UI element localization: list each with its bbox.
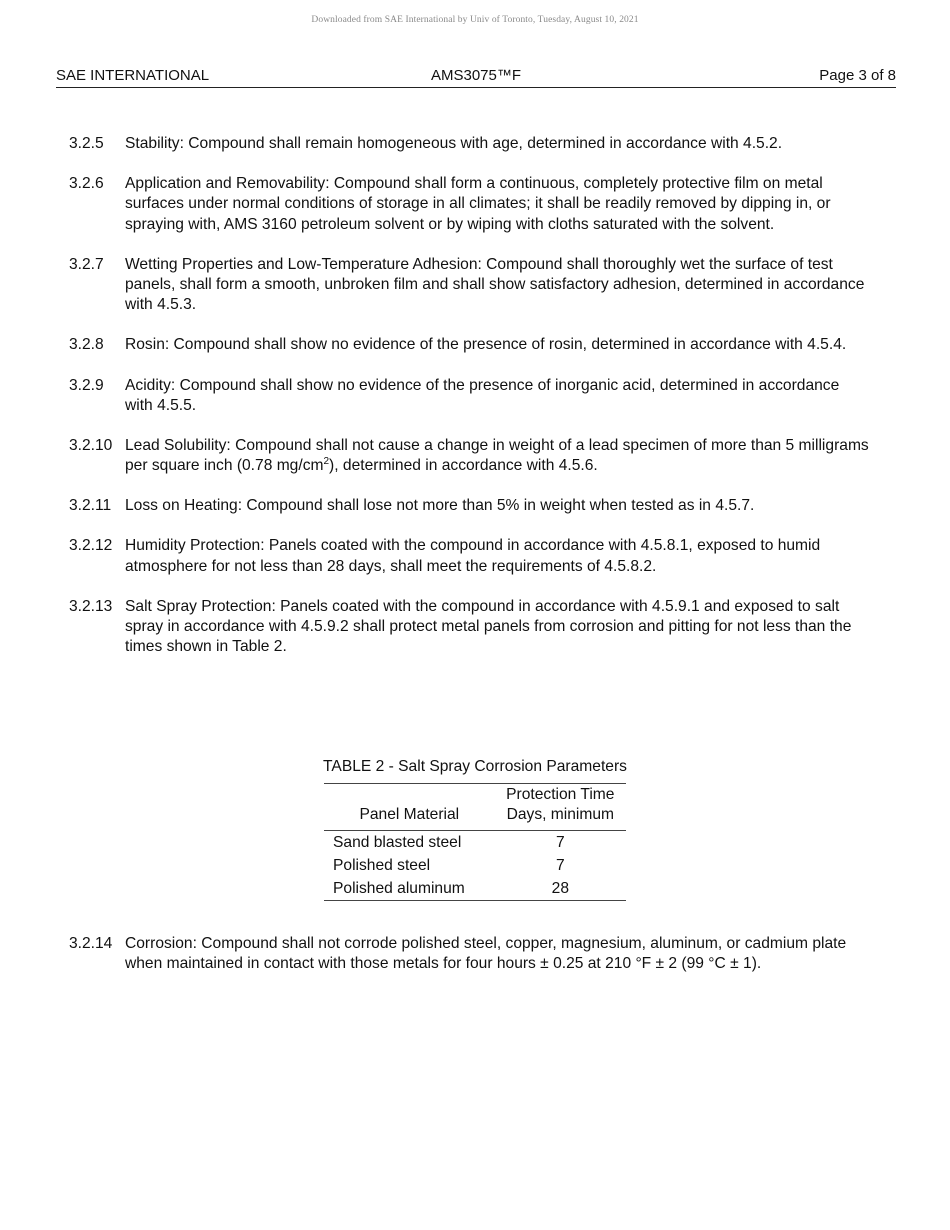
section-text: Loss on Heating: Compound shall lose not more than 5% in weight when tested as in 4.5.7. (125, 497, 755, 515)
section-text (125, 436, 869, 477)
section-3-2-9 (69, 376, 869, 417)
section-3-2-5 (69, 134, 869, 154)
section-text-part: ), determined in accordance with 4.5.6. (329, 457, 598, 475)
section-3-2-14 (69, 934, 869, 975)
table-cell: 28 (551, 880, 569, 897)
table-cell: Polished steel (333, 857, 431, 874)
section-text: Salt Spray Protection: Panels coated with the compound in accordance with 4.5.9.1 and exposed to salt spray in accordance with 4.5.9.2 shall protect metal panels from corrosion and pitting for not less than the times shown in Table 2. (125, 597, 852, 656)
section-number: 3.2.5 (69, 135, 104, 152)
section-text: Application and Removability: Compound shall form a continuous, completely protective film on metal surfaces under normal conditions of storage in all climates; it shall be readily removed by dipping in, or spraying with, AMS 3160 petroleum solvent or by wiping with cloths saturated with the solvent. (125, 175, 831, 233)
section-number: 3.2.11 (69, 497, 112, 515)
table-row (324, 831, 626, 855)
section-number: 3.2.12 (69, 537, 113, 555)
section-text: Wetting Properties and Low-Temperature Adhesion: Compound shall thoroughly wet the surface of test panels, shall form a smooth, unbroken film and shall show satisfactory adhesion, determined in accordance with 4.5.3. (125, 255, 865, 314)
section-3-2-13 (69, 597, 869, 658)
table-cell: Sand blasted steel (333, 834, 462, 851)
publisher-name: SAE INTERNATIONAL (56, 67, 210, 84)
download-watermark: Downloaded from SAE International by Univ of Toronto, Tuesday, August 10, 2021 (311, 15, 639, 25)
header-line: Protection Time (506, 786, 615, 803)
section-text: Acidity: Compound shall show no evidence of the presence of inorganic acid, determined in accordance with 4.5.5. (125, 376, 840, 414)
superscript: 2 (323, 456, 330, 468)
column-header-protection-time (495, 784, 626, 831)
table-cell: 7 (555, 834, 565, 851)
section-number: 3.2.7 (69, 255, 104, 273)
section-3-2-8 (69, 335, 869, 355)
salt-spray-table (300, 757, 650, 901)
table-cell: Polished aluminum (333, 880, 465, 897)
page-header (56, 66, 896, 88)
section-3-2-11 (69, 496, 869, 516)
section-text: Corrosion: Compound shall not corrode polished steel, copper, magnesium, aluminum, or cadmium plate when maintained in contact with those metals for four hours ± 0.25 at 210 °F ± 2 (99 °C ± 1). (125, 935, 847, 973)
data-table (324, 783, 626, 901)
section-text: Rosin: Compound shall show no evidence of the presence of rosin, determined in accordance with 4.5.4. (125, 336, 847, 354)
table-row (324, 877, 626, 901)
requirements-list (69, 134, 869, 678)
table-row (324, 854, 626, 877)
table-header-row (324, 784, 626, 831)
section-number: 3.2.8 (69, 336, 104, 354)
section-text-part: Lead Solubility: Compound shall not cause a change in weight of a lead specimen of more than 5 milligrams per square inch (0.78 mg/cm (125, 436, 869, 475)
section-number: 3.2.14 (69, 935, 113, 952)
document-id: AMS3075™F (430, 67, 522, 84)
header-line: Days, minimum (506, 806, 615, 823)
section-3-2-7 (69, 255, 869, 316)
section-number: 3.2.10 (69, 436, 113, 454)
section-text: Humidity Protection: Panels coated with the compound in accordance with 4.5.8.1, exposed to humid atmosphere for not less than 28 days, shall meet the requirements of 4.5.8.2. (125, 537, 821, 575)
section-3-2-6 (69, 174, 869, 235)
page-number: Page 3 of 8 (819, 67, 896, 84)
section-number: 3.2.13 (69, 597, 113, 615)
section-number: 3.2.6 (69, 175, 104, 193)
column-header-panel-material: Panel Material (324, 784, 495, 831)
table-caption: TABLE 2 - Salt Spray Corrosion Parameters (323, 758, 627, 775)
section-text: Stability: Compound shall remain homogeneous with age, determined in accordance with 4.5.2. (125, 135, 783, 152)
section-3-2-12 (69, 536, 869, 577)
section-3-2-10 (69, 436, 869, 477)
section-number: 3.2.9 (69, 376, 104, 394)
table-cell: 7 (555, 857, 565, 874)
requirements-list-continued (69, 934, 869, 994)
